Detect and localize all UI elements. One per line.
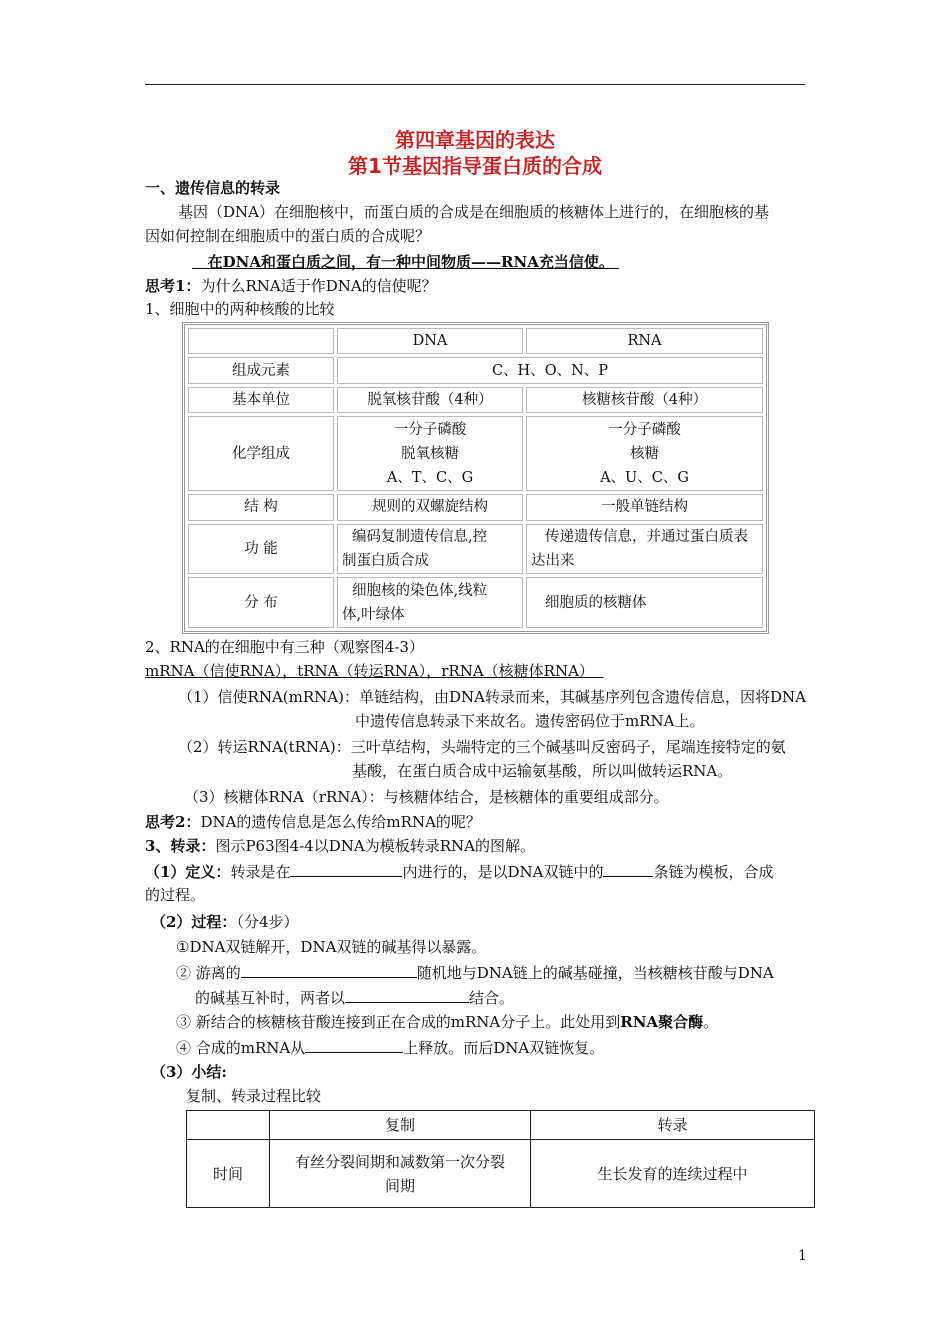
cell-unit-rna: 核糖核苷酸（4种）	[526, 387, 763, 413]
cell-dist-rna: 细胞质的核糖体	[526, 577, 763, 628]
think1	[145, 275, 437, 297]
key-statement	[192, 251, 619, 273]
dist-dna-2: 体,叶绿体	[342, 606, 405, 623]
cell-unit-dna: 脱氧核苷酸（4种）	[337, 387, 523, 413]
row-label-elements: 组成元素	[188, 357, 334, 383]
replication-transcription-table	[186, 1110, 815, 1208]
cell-struct-dna: 规则的双螺旋结构	[337, 494, 523, 520]
step2-b: 随机地与DNA链上的碱基碰撞，当核糖核苷酸与DNA	[416, 964, 774, 982]
def-text-1: 转录是在	[230, 863, 291, 881]
rrna-line: （3）核糖体RNA（rRNA）：与核糖体结合，是核糖体的重要组成部分。	[184, 788, 669, 806]
blank-1[interactable]	[290, 860, 402, 877]
time-rep-2: 间期	[384, 1176, 415, 1195]
trna-line-2: 基酸，在蛋白质合成中运输氨基酸，所以叫做转运RNA。	[352, 762, 733, 780]
step3-a: ③ 新结合的核糖核苷酸连接到正在合成的mRNA分子上。此处用到	[176, 1013, 621, 1031]
row-label-struct: 结 构	[188, 494, 334, 520]
think1-label: 思考1：	[145, 277, 201, 295]
process-heading	[151, 911, 299, 933]
def-text-2: 内进行的，是以DNA双链中的	[402, 863, 604, 881]
step3-b: RNA聚合酶	[620, 1013, 704, 1031]
dist-dna-1: 细胞核的染色体,线粒	[352, 582, 488, 599]
summary-caption: 复制、转录过程比较	[186, 1087, 322, 1105]
proc-note: （分4步）	[236, 913, 299, 931]
trna-line-1: （2）转运RNA(tRNA)：三叶草结构，头端特定的三个碱基叫反密码子，尾端连接特定的氨	[178, 738, 786, 756]
t2-cell-time-transcription: 生长发育的连续过程中	[531, 1140, 815, 1208]
definition-line-2: 的过程。	[145, 886, 206, 904]
t2-row-label-time: 时间	[187, 1140, 270, 1208]
t2-header-empty	[187, 1111, 270, 1140]
func-rna-1: 传递遗传信息，并通过蛋白质表	[545, 528, 748, 545]
key-statement-text: 在DNA和蛋白质之间，有一种中间物质——RNA充当信使。	[207, 253, 614, 271]
cell-chem-rna	[526, 416, 763, 491]
func-rna-2: 达出来	[531, 552, 575, 569]
think2-label: 思考2：	[145, 813, 201, 831]
row-label-unit: 基本单位	[188, 387, 334, 413]
row-label-chem: 化学组成	[188, 416, 334, 491]
cell-chem-dna	[337, 416, 523, 491]
mrna-line-1: （1）信使RNA(mRNA)：单链结构，由DNA转录而来，其碱基序列包含遗传信息，因将DNA	[178, 688, 806, 706]
blank-5[interactable]	[305, 1036, 403, 1053]
cell-func-rna	[526, 524, 763, 575]
intro-line-1: 基因（DNA）在细胞核中，而蛋白质的合成是在细胞质的核糖体上进行的，在细胞核的基	[178, 203, 769, 221]
intro-line-2: 因如何控制在细胞质中的蛋白质的合成呢？	[145, 227, 431, 245]
page-number: 1	[798, 1248, 807, 1264]
step-3	[176, 1011, 718, 1033]
mrna-line-2: 中遗传信息转录下来故名。遗传密码位于mRNA上。	[355, 712, 705, 730]
def-label: （1）定义：	[145, 863, 231, 881]
row-label-func: 功 能	[188, 524, 334, 575]
chem-dna-3: A、T、C、G	[386, 469, 474, 486]
row-label-dist: 分 布	[188, 577, 334, 628]
item3-label: 3、转录：	[145, 837, 216, 855]
table-header-rna: RNA	[526, 328, 763, 354]
step4-a: ④ 合成的mRNA从	[176, 1039, 306, 1057]
item3-text: 图示P63图4-4以DNA为模板转录RNA的图解。	[215, 837, 536, 855]
step-2-line-1	[176, 961, 774, 984]
step-2-line-2	[195, 986, 514, 1009]
step-1: ①DNA双链解开，DNA双链的碱基得以暴露。	[176, 938, 487, 956]
chem-dna-2: 脱氧核糖	[401, 445, 459, 462]
chem-rna-1: 一分子磷酸	[608, 421, 681, 438]
step3-c: 。	[703, 1013, 719, 1031]
time-rep-1: 有丝分裂间期和减数第一次分裂	[294, 1152, 505, 1171]
chem-rna-2: 核糖	[630, 445, 659, 462]
step4-b: 上释放。而后DNA双链恢复。	[403, 1039, 605, 1057]
think2	[145, 811, 481, 833]
t2-header-replication: 复制	[270, 1111, 531, 1140]
blank-3[interactable]	[241, 961, 417, 978]
think2-text: DNA的遗传信息是怎么传给mRNA的呢？	[200, 813, 481, 831]
rna-types-text: mRNA（信使RNA），tRNA（转运RNA），rRNA（核糖体RNA）	[145, 662, 594, 680]
proc-label: （2）过程：	[151, 913, 237, 931]
func-dna-1: 编码复制遗传信息,控	[352, 528, 488, 545]
item2-heading: 2、RNA的在细胞中有三种（观察图4-3）	[145, 638, 424, 656]
step-4	[176, 1036, 604, 1059]
item3	[145, 835, 535, 857]
section1-heading: 一、遗传信息的转录	[145, 179, 281, 197]
table-header-dna: DNA	[337, 328, 523, 354]
chem-dna-1: 一分子磷酸	[393, 421, 467, 438]
cell-dist-dna	[337, 577, 523, 628]
cell-func-dna	[337, 524, 523, 575]
rna-types	[145, 660, 603, 682]
cell-elements: C、H、O、N、P	[337, 357, 763, 383]
header-rule	[145, 84, 805, 85]
cell-struct-rna: 一般单链结构	[526, 494, 763, 520]
item1-heading: 1、细胞中的两种核酸的比较	[145, 300, 335, 318]
def-text-3: 条链为模板，合成	[653, 863, 774, 881]
t2-header-transcription: 转录	[531, 1111, 815, 1140]
step2-a: ② 游离的	[176, 964, 241, 982]
t2-cell-time-replication	[270, 1140, 531, 1208]
blank-2[interactable]	[603, 860, 653, 877]
blank-4[interactable]	[345, 986, 469, 1003]
definition-line-1	[145, 860, 773, 883]
step2-d: 结合。	[469, 989, 515, 1007]
nucleic-acid-table	[182, 322, 769, 634]
step2-c: 的碱基互补时，两者以	[195, 989, 346, 1007]
func-dna-2: 制蛋白质合成	[342, 552, 429, 569]
think1-text: 为什么RNA适于作DNA的信使呢？	[200, 277, 437, 295]
chem-rna-3: A、U、C、G	[600, 469, 689, 486]
table-header-empty	[188, 328, 334, 354]
chapter-title: 第四章基因的表达	[395, 128, 555, 152]
section-title: 第1节基因指导蛋白质的合成	[348, 154, 602, 178]
summary-heading: （3）小结:	[151, 1063, 227, 1081]
